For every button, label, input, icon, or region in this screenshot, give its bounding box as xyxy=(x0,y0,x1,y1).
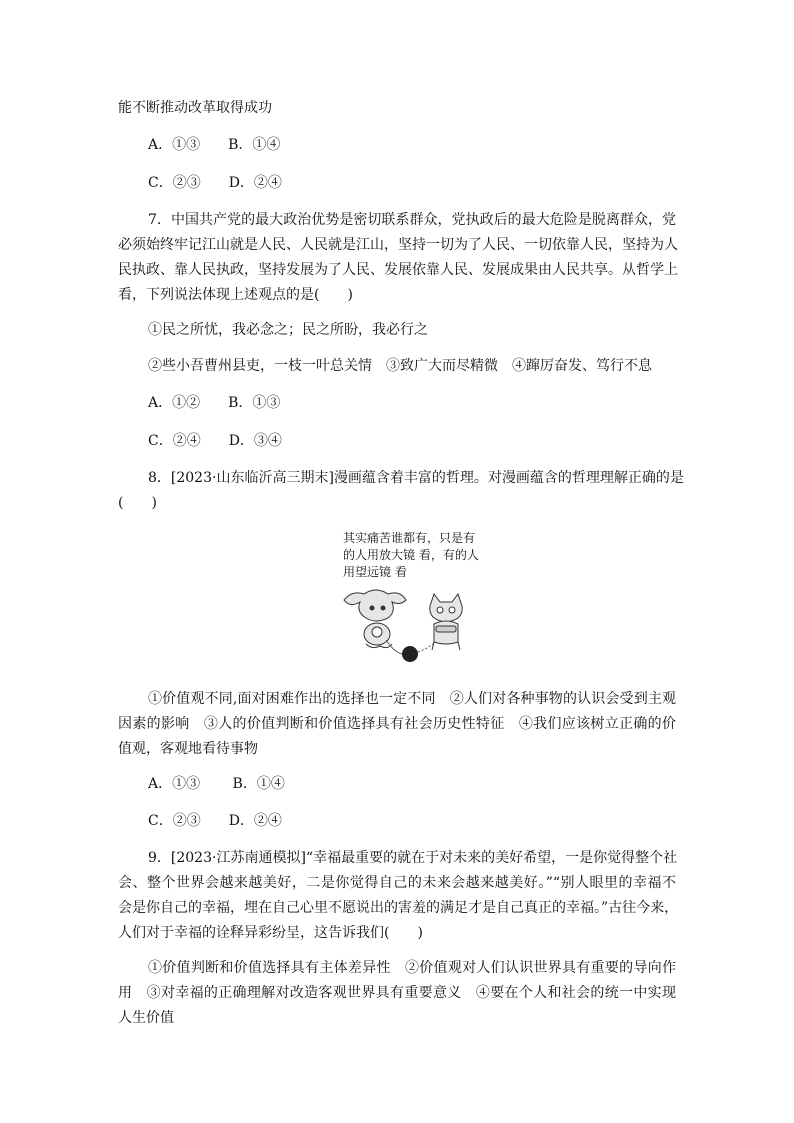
cartoon-caption: 用望远镜 看 xyxy=(343,565,407,579)
cat-figure xyxy=(430,594,462,650)
cartoon-illustration xyxy=(330,528,480,668)
question-8-stem: ( ) xyxy=(118,495,157,511)
question-9-stem: 人们对于幸福的诠释异彩纷呈，这告诉我们( ) xyxy=(118,925,423,941)
ball-icon xyxy=(402,646,418,662)
dog-figure xyxy=(344,590,406,648)
text-line: 能不断推动改革取得成功 xyxy=(118,100,272,116)
statement-line: 值观，客观地看待事物 xyxy=(118,741,258,757)
statement-line: 因素的影响 ③人的价值判断和价值选择具有社会历史性特征 ④我们应该树立正确的价 xyxy=(118,716,676,732)
cartoon-caption: 其实痛苦谁都有，只是有 xyxy=(343,531,476,545)
option-line: A．①② B．①③ xyxy=(148,395,281,411)
statement-line: ②些小吾曹州县吏，一枝一叶总关情 ③致广大而尽精微 ④蹿厉奋发、笃行不息 xyxy=(148,358,652,374)
option-line: C．②④ D．③④ xyxy=(148,433,282,449)
question-9-stem: 9．[2023·江苏南通模拟]“幸福最重要的就在于对未来的美好希望，一是你觉得整个社 xyxy=(148,850,678,866)
statement-line: ①价值判断和价值选择具有主体差异性 ②价值观对人们认识世界具有重要的导向作 xyxy=(148,960,676,976)
option-line: C．②③ D．②④ xyxy=(148,175,282,191)
question-7-stem: 必须始终牢记江山就是人民、人民就是江山，坚持一切为了人民、一切依靠人民，坚持为人 xyxy=(118,237,678,253)
question-7-stem: 7．中国共产党的最大政治优势是密切联系群众，党执政后的最大危险是脱离群众，党 xyxy=(148,212,676,228)
question-9-stem: 会、整个世界会越来越美好，二是你觉得自己的未来会越来越美好。”“别人眼里的幸福不 xyxy=(118,875,676,891)
question-9-stem: 会是你自己的幸福，埋在自己心里不愿说出的害羞的满足才是自己真正的幸福。”古往今来， xyxy=(118,900,679,916)
statement-line: ①价值观不同,面对困难作出的选择也一定不同 ②人们对各种事物的认识会受到主观 xyxy=(148,691,676,707)
statement-line: ①民之所忧，我必念之；民之所盼，我必行之 xyxy=(148,322,428,338)
question-8-stem: 8．[2023·山东临沂高三期末]漫画蕴含着丰富的哲理。对漫画蕴含的哲理理解正确的是 xyxy=(148,470,684,486)
cartoon-caption: 的人用放大镜 看，有的人 xyxy=(343,548,479,562)
option-line: C．②③ D．②④ xyxy=(148,813,282,829)
statement-line: 用 ③对幸福的正确理解对改造客观世界具有重要意义 ④要在个人和社会的统一中实现 xyxy=(118,985,676,1001)
statement-line: 人生价值 xyxy=(118,1010,174,1026)
question-7-stem: 民执政、靠人民执政，坚持发展为了人民、发展依靠人民、发展成果由人民共享。从哲学上 xyxy=(118,262,678,278)
option-line: A．①③ B．①④ xyxy=(148,137,281,153)
question-7-stem: 看，下列说法体现上述观点的是( ) xyxy=(118,287,353,303)
option-line: A．①③ B．①④ xyxy=(148,776,285,792)
